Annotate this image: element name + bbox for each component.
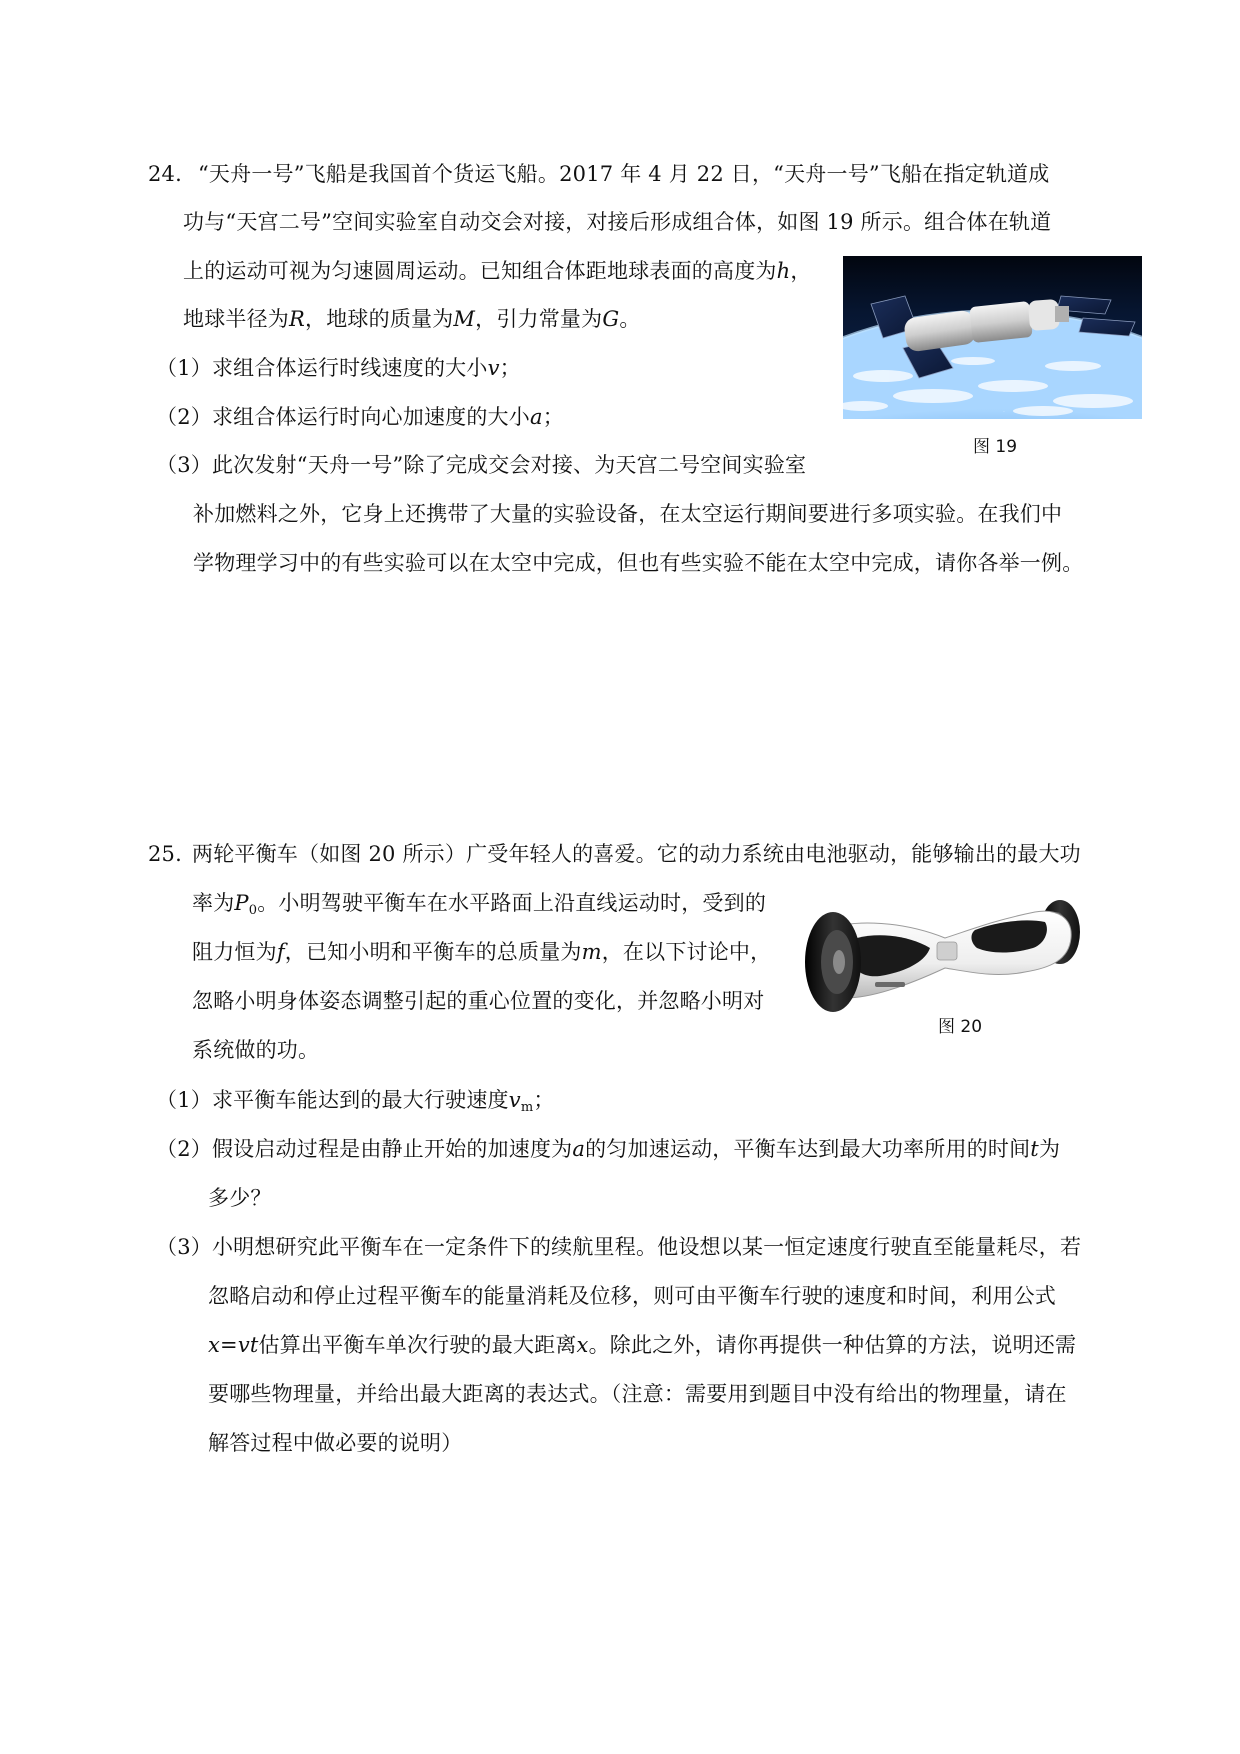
q24-part-3-line-3: 学物理学习中的有些实验可以在太空中完成，但也有些实验不能在太空中完成，请你各举一例。 bbox=[193, 551, 1084, 575]
q25-number: 25. bbox=[148, 842, 182, 866]
space-station-earth-photo bbox=[843, 256, 1142, 419]
q25-line-5: 系统做的功。 bbox=[192, 1038, 320, 1062]
q24-part-3-line-2: 补加燃料之外，它身上还携带了大量的实验设备，在太空运行期间要进行多项实验。在我们中 bbox=[193, 502, 1063, 526]
q24-part-3-line-1: （3）此次发射“天舟一号”除了完成交会对接、为天宫二号空间实验室 bbox=[156, 453, 807, 477]
q25-part-1: （1）求平衡车能达到的最大行驶速度$v_m$； bbox=[156, 1088, 555, 1115]
q25-part-3-line-4: 要哪些物理量，并给出最大距离的表达式。（注意：需要用到题目中没有给出的物理量，请在 bbox=[208, 1382, 1067, 1406]
q24-line-2: 功与“天宫二号”空间实验室自动交会对接，对接后形成组合体，如图 19 所示。组合体在轨道 bbox=[183, 210, 1052, 234]
q25-line-4: 忽略小明身体姿态调整引起的重心位置的变化，并忽略小明对 bbox=[192, 989, 765, 1013]
q24-line-1: “天舟一号”飞船是我国首个货运飞船。2017 年 4 月 22 日，“天舟一号”飞船在指定轨道成 bbox=[198, 162, 1050, 186]
q24-part-1: （1）求组合体运行时线速度的大小v； bbox=[156, 356, 521, 380]
q24-line-4: 地球半径为R，地球的质量为M，引力常量为G。 bbox=[183, 307, 641, 331]
q25-part-2-line-2: 多少？ bbox=[208, 1186, 272, 1210]
svg-text:·: · bbox=[1003, 409, 1005, 416]
q24-line-3: 上的运动可视为匀速圆周运动。已知组合体距地球表面的高度为h， bbox=[183, 259, 812, 283]
q25-line-3: 阻力恒为f，已知小明和平衡车的总质量为m，在以下讨论中， bbox=[192, 940, 772, 964]
q25-line-2: 率为$P_0$。小明驾驶平衡车在水平路面上沿直线运动时，受到的 bbox=[192, 891, 767, 918]
figure-19-caption: 图 19 bbox=[973, 437, 1018, 457]
q25-part-2-line-1: （2）假设启动过程是由静止开始的加速度为a的匀加速运动，平衡车达到最大功率所用的时间t为 bbox=[156, 1137, 1061, 1161]
q25-line-1: 两轮平衡车（如图 20 所示）广受年轻人的喜爱。它的动力系统由电池驱动，能够输出的最大功 bbox=[192, 842, 1081, 866]
q24-part-2: （2）求组合体运行时向心加速度的大小a； bbox=[156, 405, 564, 429]
figure-20-caption: 图 20 bbox=[938, 1017, 983, 1037]
q25-part-3-line-3: x=vt估算出平衡车单次行驶的最大距离x。除此之外，请你再提供一种估算的方法，说明还需 bbox=[208, 1333, 1077, 1357]
q25-part-3-line-5: 解答过程中做必要的说明） bbox=[208, 1431, 463, 1455]
q25-part-3-line-2: 忽略启动和停止过程平衡车的能量消耗及位移，则可由平衡车行驶的速度和时间，利用公式 bbox=[208, 1284, 1056, 1308]
hoverboard-photo bbox=[795, 890, 1100, 1020]
q24-number: 24. bbox=[148, 162, 182, 186]
q25-part-3-line-1: （3）小明想研究此平衡车在一定条件下的续航里程。他设想以某一恒定速度行驶直至能量耗尽，若 bbox=[156, 1235, 1082, 1259]
